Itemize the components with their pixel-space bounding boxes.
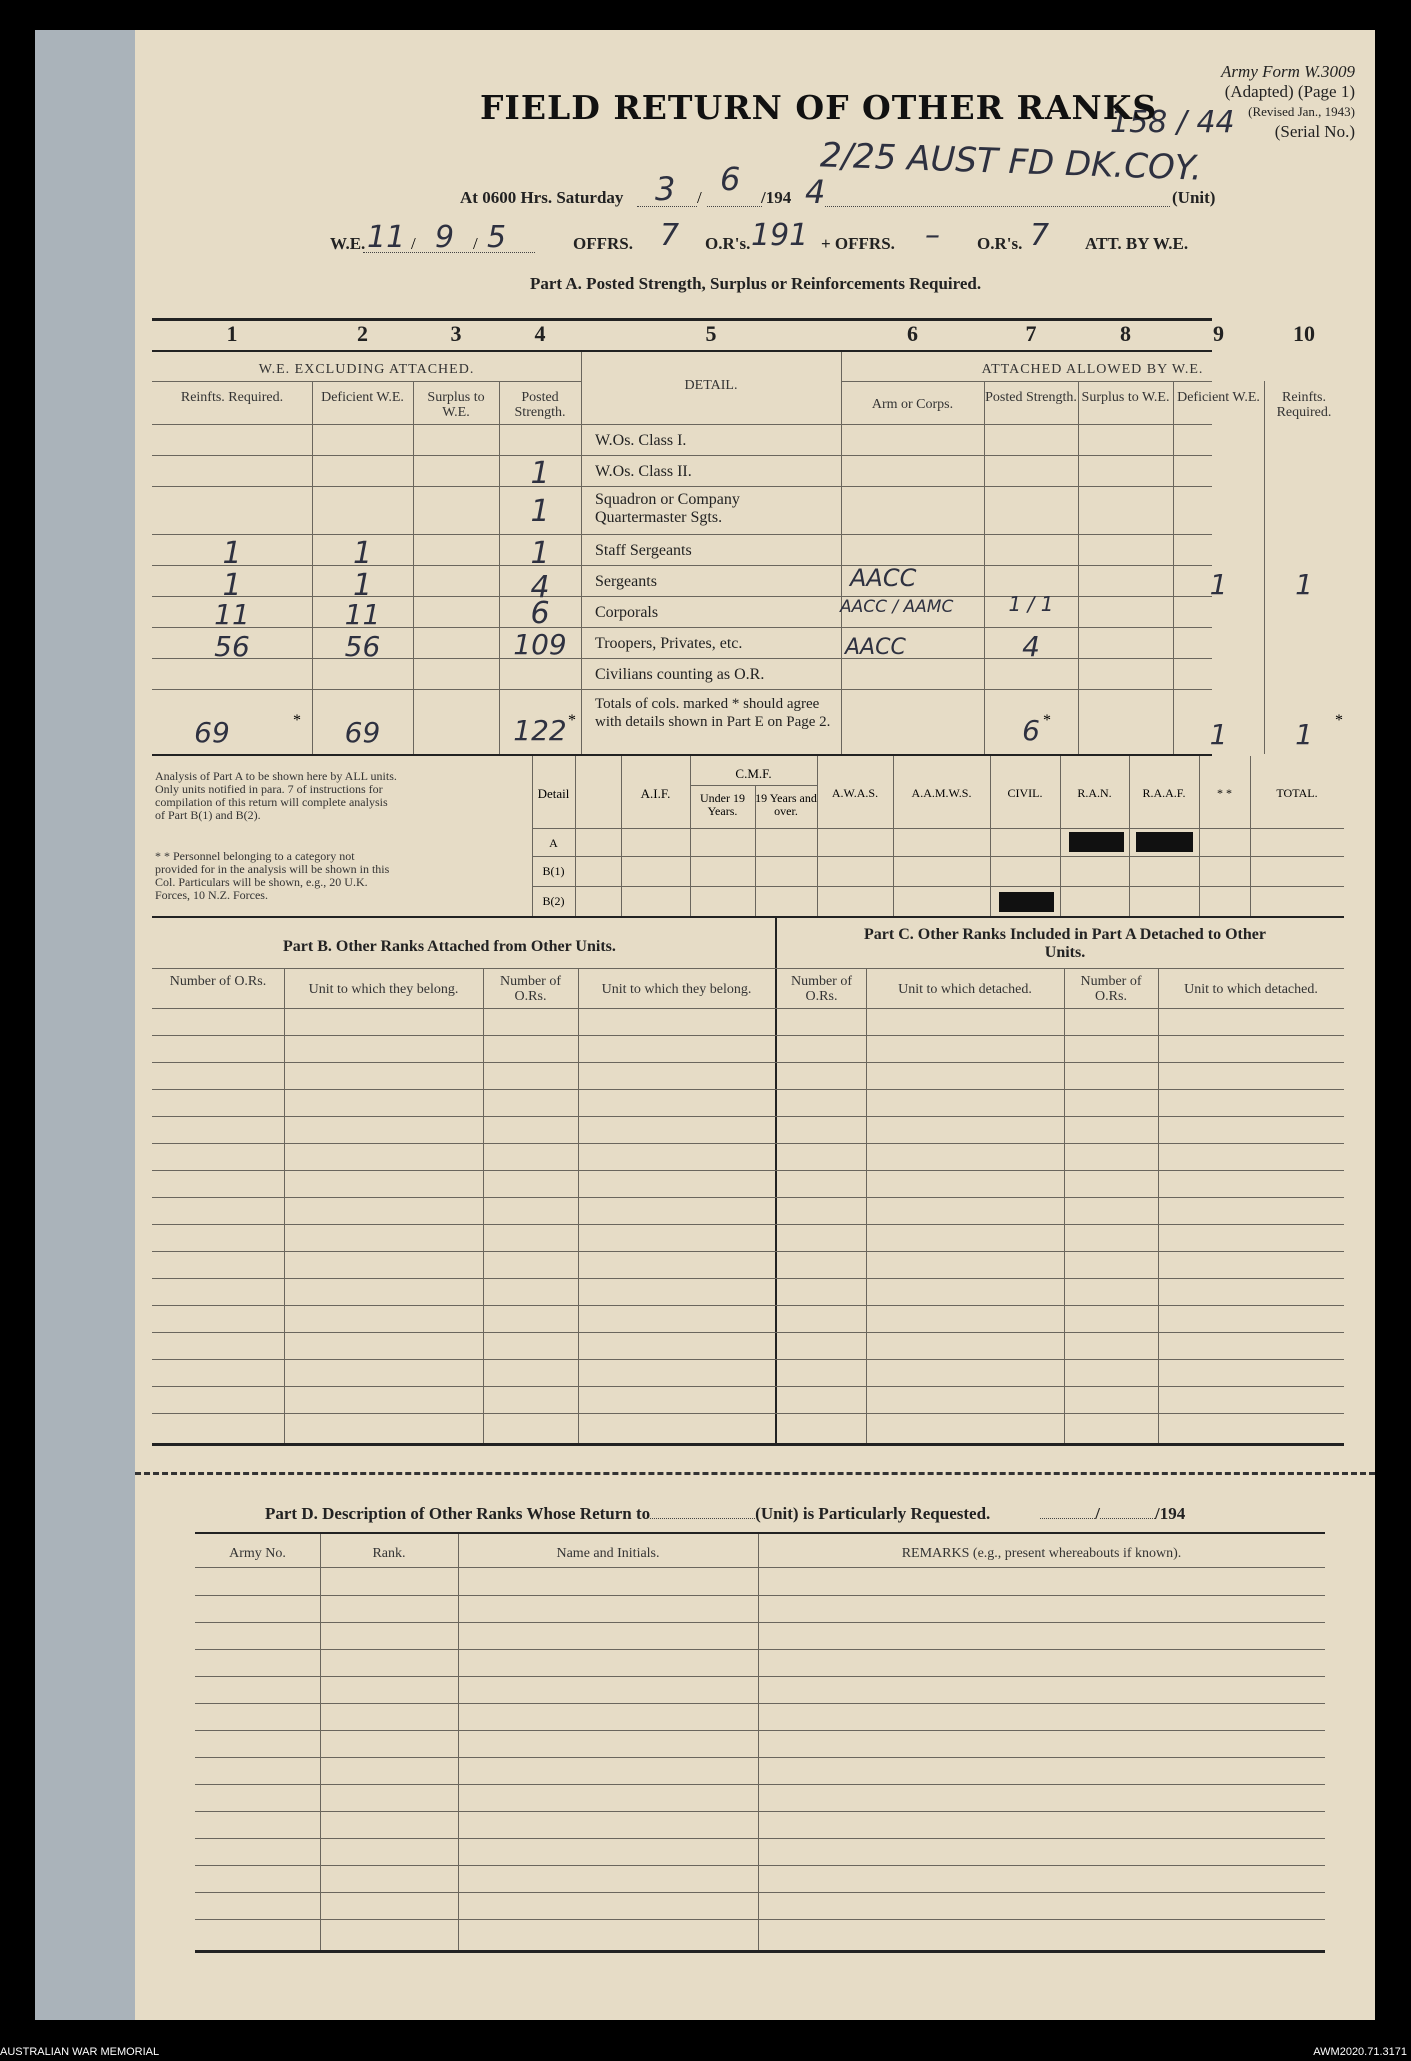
date-month: 6: [720, 160, 741, 198]
col-number-10: 10: [1293, 321, 1315, 346]
part-d-date-text: /194: [1155, 1504, 1186, 1523]
we-value-1: 11: [367, 220, 406, 255]
footer-accession: AWM2020.71.3171: [1313, 2046, 1407, 2058]
star-col7: *: [1043, 712, 1051, 729]
analysis-awas-header: A.W.A.S.: [831, 786, 879, 800]
posted-strength-header: Posted Strength.: [514, 390, 566, 420]
col-number-6: 6: [907, 321, 918, 346]
analysis-note-2: * * Personnel belonging to a category not provided for in the analysis will be shown in this Col. Particulars will be shown, e.g., 20 U.K. Forces, 10 N.Z. Forces.: [155, 849, 390, 902]
analysis-raaf-header: R.A.A.F.: [1142, 786, 1186, 800]
part-d-army-no-header: Army No.: [229, 1546, 286, 1561]
serial-number-handwritten: 158 / 44: [1110, 105, 1235, 140]
col-number-8: 8: [1120, 321, 1131, 346]
reinfts-staff-sgts: 1: [222, 536, 242, 571]
plus-offrs-value: –: [925, 218, 940, 253]
deficient-troopers: 56: [344, 630, 381, 663]
ors2-label: O.R's.: [977, 234, 1023, 253]
part-c-unit-header-2: Unit to which detached.: [1184, 982, 1318, 997]
tear-off-line: [135, 1472, 1375, 1475]
star-col10: *: [1335, 712, 1343, 729]
serial-label: (Serial No.): [1274, 122, 1355, 141]
offrs-label: OFFRS.: [573, 234, 633, 253]
part-c-num-header-1: Number of O.Rs.: [790, 974, 853, 1004]
reinfts-troopers: 56: [214, 630, 250, 663]
arm-troopers: AACC: [845, 635, 906, 660]
analysis-row-b1: B(1): [542, 864, 565, 878]
arm-sergeants: AACC: [850, 564, 917, 592]
deficient-we-header: Deficient W.E.: [321, 390, 404, 405]
offrs-value: 7: [660, 218, 680, 253]
detail-corporals: Corporals: [595, 604, 659, 621]
attached-deficient-total: 1: [1209, 718, 1228, 751]
analysis-detail-header: Detail: [537, 786, 570, 801]
part-d-heading-text: Part D. Description of Other Ranks Whose Return to: [265, 1504, 651, 1523]
date-day: 3: [655, 170, 676, 208]
col-number-9: 9: [1213, 321, 1224, 346]
form-sheet: Army Form W.3009 (Adapted) (Page 1) (Revised Jan., 1943) (Serial No.) 158 / 44 FIELD RETURN OF OTHER RANKS At 0600 Hrs. Saturday 3 / 6 /194 4 2/25 AUST FD DK.COY. (Unit) W.E. 11 / 9 / 5 OFFRS. 7 O.R's. 191 + OFFRS. – O.R's. 7 ATT. BY W.E. Part A. Posted Strength, Surplus or Reinforcements Required. 1 2 3 4 5 6 7 8 9 10 W.E. EXCLUDING ATTACHED. ATTACHED ALLOWED BY W.E. DETAIL. Reinfts. Required. Deficient W.E. Surplus to W.E. Posted Strength. Arm or Corps. Posted Strength. Surplus to W.E. Deficient W.E. Reinfts. Required. W.Os. Class I. W.Os. Class II. Squadron or Company Quartermaster Sgts. Staff Sergeants Sergeants Corporals Troopers, Privates, etc. Civilians counting as O.R. Totals of cols. marked * should agree with details shown in Part E on Page 2. 1 1 1 4 6 109 122 1 1 11 56 69 1 1 11 56 69 * * * * AACC AACC / AAMC AACC 1 / 1 4 6 1 1 1 1 Analysis of Part A to be shown here by ALL units. Only units notified in para. 7 of instructions for compilation of this return will complete analysis of Part B(1) and B(2). * * Personnel belonging to a category not provided for in the analysis will be shown in this Col. Particulars will be shown, e.g., 20 U.K. Forces, 10 N.Z. Forces. Detail A.I.F. C.M.F. Under 19 Years. 19 Years and over. A.W.A.S. A.A.M.W.S. CIVIL. R.A.N. R.A.A.F. * * TOTAL. A B(1) B(2) Part B. Other Ranks Attached from Other Units. Part C. Other Ranks Included in Part A Detached to Other Units. Number of O.Rs. Unit to which they belong. Number of O.Rs. Unit to which they belong. Number of O.Rs. Unit to which detached. Number of O.Rs. Unit to which detached. Part D. Description of Other Ranks Whose Return to (Unit) is Particularly Requested. / /194 Army No. Rank. Name and Initials. REMARKS (e.g., present whereabouts if known).: [135, 30, 1375, 2020]
attached-reinfts-header: Reinfts. Required.: [1276, 390, 1332, 420]
reinfts-corporals: 11: [214, 598, 250, 631]
left-tab-strip: [35, 30, 140, 2020]
date-year-prefix: /194: [761, 188, 792, 207]
posted-corporals: 6: [530, 596, 550, 631]
ors-label: O.R's.: [705, 234, 751, 253]
unit-label: (Unit): [1172, 188, 1216, 207]
detail-quartermaster-sgts: Squadron or Company Quartermaster Sgts.: [595, 491, 740, 526]
analysis-over19-header: 19 Years and over.: [755, 791, 817, 818]
form-revised: (Revised Jan., 1943): [1248, 104, 1355, 119]
part-b-unit-header-1: Unit to which they belong.: [308, 982, 459, 997]
analysis-aif-header: A.I.F.: [640, 786, 671, 801]
part-d-unit-text: (Unit) is Particularly Requested.: [755, 1504, 991, 1523]
reinfts-required-header: Reinfts. Required.: [180, 390, 284, 405]
detail-wos-class-1: W.Os. Class I.: [595, 432, 687, 449]
analysis-cmf-header: C.M.F.: [735, 766, 772, 781]
posted-cqms: 1: [530, 494, 550, 529]
reinfts-sergeants: 1: [222, 568, 242, 603]
we-value-2: 9: [435, 220, 455, 255]
analysis-under19-header: Under 19 Years.: [700, 791, 745, 818]
star-col4: *: [568, 712, 576, 729]
footer-institution: AUSTRALIAN WAR MEMORIAL: [0, 2046, 160, 2058]
posted-wos2: 1: [530, 456, 550, 491]
posted-sergeants: 4: [530, 570, 550, 605]
part-d-name-header: Name and Initials.: [556, 1546, 660, 1561]
detail-wos-class-2: W.Os. Class II.: [595, 463, 692, 480]
analysis-aamws-header: A.A.M.W.S.: [911, 786, 972, 800]
detail-staff-sergeants: Staff Sergeants: [595, 542, 692, 559]
attached-posted-troopers: 4: [1022, 630, 1040, 663]
analysis-row-b2: B(2): [542, 894, 565, 908]
col-number-1: 1: [226, 321, 238, 346]
part-d-heading: Part D. Description of Other Ranks Whose Return to (Unit) is Particularly Requested. / /194: [265, 1504, 1186, 1523]
arm-or-corps-header: Arm or Corps.: [871, 397, 954, 412]
part-a-heading: Part A. Posted Strength, Surplus or Reinforcements Required.: [530, 274, 982, 293]
col-number-4: 4: [534, 321, 546, 346]
we-label: W.E.: [330, 234, 366, 253]
ran-blackout: [1069, 832, 1124, 852]
attached-posted-strength-header: Posted Strength.: [985, 390, 1077, 405]
plus-offrs-label: + OFFRS.: [821, 234, 895, 253]
ors-value: 191: [751, 218, 809, 253]
star-col1: *: [293, 712, 301, 729]
part-d-remarks-header: REMARKS (e.g., present whereabouts if known).: [901, 1546, 1182, 1561]
we-value-3: 5: [487, 220, 507, 255]
deficient-staff-sgts: 1: [352, 536, 373, 571]
detail-sergeants: Sergeants: [595, 573, 657, 590]
posted-total: 122: [513, 714, 567, 747]
part-c-num-header-2: Number of O.Rs.: [1080, 974, 1142, 1004]
reinfts-total: 69: [194, 716, 230, 749]
detail-totals-note: Totals of cols. marked * should agree with details shown in Part E on Page 2.: [595, 696, 831, 730]
part-c-heading: Part C. Other Ranks Included in Part A Detached to Other Units.: [864, 926, 1266, 961]
part-b-num-header-2: Number of O.Rs.: [499, 974, 562, 1004]
col-number-2: 2: [357, 321, 368, 346]
form-adapted: (Adapted) (Page 1): [1224, 82, 1355, 101]
unit-handwritten: 2/25 AUST FD DK.COY.: [819, 135, 1203, 189]
attached-surplus-header: Surplus to W.E.: [1081, 390, 1170, 405]
attached-reinfts-sergeants: 1: [1295, 568, 1313, 601]
form-number: Army Form W.3009: [1221, 62, 1355, 81]
detail-troopers: Troopers, Privates, etc.: [595, 635, 743, 652]
at-hours-label: At 0600 Hrs. Saturday: [460, 188, 624, 207]
analysis-total-header: TOTAL.: [1276, 786, 1318, 800]
part-c-unit-header-1: Unit to which detached.: [898, 982, 1032, 997]
analysis-note-1: Analysis of Part A to be shown here by ALL units. Only units notified in para. 7 of instructions for compilation of this return will complete analysis of Part B(1) and B(2).: [155, 769, 397, 822]
date-year-suffix: 4: [805, 173, 826, 211]
attached-deficient-header: Deficient W.E.: [1177, 390, 1260, 405]
col-number-5: 5: [705, 321, 717, 346]
raaf-blackout: [1136, 832, 1193, 852]
detail-header: DETAIL.: [684, 378, 738, 393]
part-b-num-header-1: Number of O.Rs.: [169, 974, 267, 989]
analysis-other-header: * *: [1217, 786, 1232, 800]
deficient-total: 69: [344, 716, 381, 749]
attached-reinfts-total: 1: [1295, 718, 1313, 751]
arm-corporals: AACC / AAMC: [840, 597, 954, 617]
part-d-rank-header: Rank.: [372, 1546, 406, 1561]
attached-deficient-sergeants: 1: [1209, 568, 1228, 601]
analysis-ran-header: R.A.N.: [1077, 786, 1112, 800]
att-by-we-label: ATT. BY W.E.: [1085, 234, 1189, 253]
attached-allowed-header: ATTACHED ALLOWED BY W.E.: [981, 362, 1204, 377]
surplus-to-we-header: Surplus to W.E.: [427, 390, 485, 420]
col-number-3: 3: [450, 321, 462, 346]
form-title: FIELD RETURN OF OTHER RANKS: [480, 88, 1158, 127]
attached-posted-total: 6: [1022, 714, 1040, 747]
ors2-value: 7: [1030, 218, 1050, 253]
part-b-heading: Part B. Other Ranks Attached from Other Units.: [283, 938, 616, 955]
part-b-unit-header-2: Unit to which they belong.: [601, 982, 752, 997]
attached-posted-corporals: 1 / 1: [1008, 592, 1054, 616]
deficient-sergeants: 1: [352, 568, 373, 603]
deficient-corporals: 11: [344, 598, 381, 631]
detail-civilians: Civilians counting as O.R.: [595, 666, 765, 683]
civil-blackout: [999, 892, 1054, 912]
we-excluding-attached-header: W.E. EXCLUDING ATTACHED.: [258, 362, 475, 377]
posted-staff-sgts: 1: [530, 536, 550, 571]
col-number-7: 7: [1025, 321, 1037, 346]
posted-troopers: 109: [513, 628, 567, 661]
analysis-row-a: A: [549, 836, 558, 850]
analysis-civil-header: CIVIL.: [1007, 786, 1043, 800]
